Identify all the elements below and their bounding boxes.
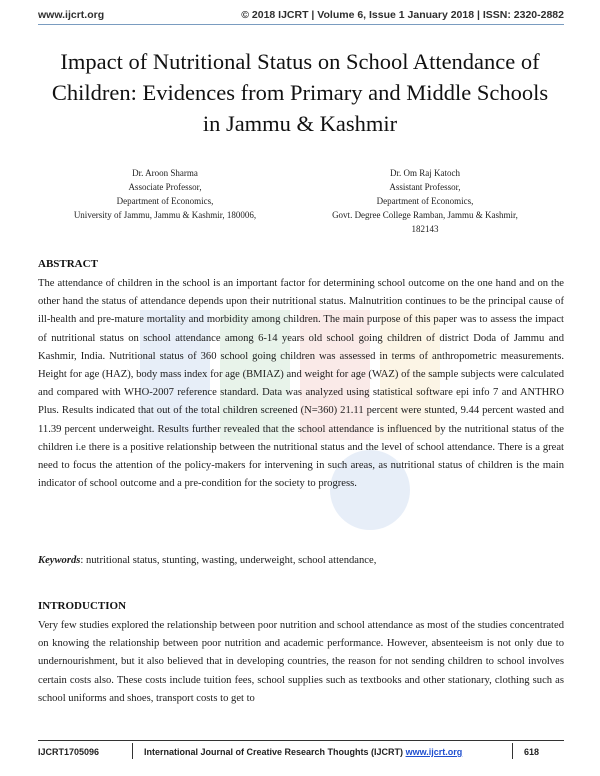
author-block-1 [40,166,290,222]
page-number: 618 [524,747,540,757]
journal-link[interactable]: www.ijcrt.org [405,747,463,757]
author-affiliation: Govt. Degree College Ramban, Jammu & Kashmir, [332,210,518,220]
introduction-heading: INTRODUCTION [38,600,127,612]
introduction-text: Very few studies explored the relationship between poor nutrition and school attendance as most of the studies concentrated on knowing the relationship between poor nutrition and academic performance. However, absenteeism is not only due to undernourishment, but it also believed that in developing countries, the reason for not sending children to school involves certain costs also. These costs include tuition fees, school supplies such as textbooks and other stationary, clothing such as school uniforms and shoes, transport costs to get to [38,620,564,704]
abstract-heading: ABSTRACT [38,258,98,270]
footer-journal [144,747,462,757]
page-header [0,0,600,30]
author-position: Assistant Professor, [389,182,461,192]
keywords-list: : nutritional status, stunting, wasting, underweight, school attendance, [80,555,377,566]
author-affiliation: University of Jammu, Jammu & Kashmir, 180006, [73,210,257,220]
author-name: Dr. Aroon Sharma [132,168,198,178]
journal-name: International Journal of Creative Research Thoughts (IJCRT) [144,747,404,757]
issue-info: © 2018 IJCRT | Volume 6, Issue 1 January 2018 | ISSN: 2320-2882 [241,9,564,21]
keywords-line [38,555,376,566]
author-block-2 [300,166,550,236]
footer-separator [512,743,513,759]
author-department: Department of Economics, [376,196,474,206]
title-line: Children: Evidences from Primary and Middle Schools [51,80,549,105]
author-name: Dr. Om Raj Katoch [390,168,460,178]
author-department: Department of Economics, [116,196,214,206]
title-line: Impact of Nutritional Status on School Attendance of [60,49,540,74]
author-position: Associate Professor, [128,182,202,192]
paper-id: IJCRT1705096 [38,747,100,757]
footer-separator [132,743,133,759]
paper-title [30,46,570,139]
keywords-label: Keywords [38,555,81,566]
site-url[interactable]: www.ijcrt.org [38,9,105,21]
abstract-text: The attendance of children in the school is an important factor for determining school outcome on the one hand and on the other hand the status of attendance depends upon their nutritional status. Malnutrition continues to be the principal cause of ill-health and pre-mature mortality and morbidity among children. The main purpose of this paper was to assess the impact of nutritional status on school attendance among 6-14 years old school going children of district Doda of Jammu and Kashmir, India. Nutritional status of 360 school going children was assessed in terms of anthropometric measurements. Height for age (HAZ), body mass index for age (BMIAZ) and weight for age (WAZ) of the sample subjects were calculated and compared with WHO-2007 reference standard. Data was analyzed using statistical software epi info 7 and ANTHRO Plus. Results indicated that out of the total children screened (N=360) 21.11 percent were stunted, 9.44 percent wasted and 11.39 percent underweight. Results further revealed that the school attendance is influenced by the nutritional status of the children i.e there is a positive relationship between the nutritional status and the level of school attendance. There is a great need to focus the attention of the policy-makers for intervening in such areas, as nutritional status of children is the main indicator of school outcome and a pre-condition for the society to progress. [38,278,564,490]
title-line: in Jammu & Kashmir [202,111,398,136]
page-footer [0,740,600,770]
header-divider [38,24,564,25]
footer-divider [38,740,564,741]
author-postcode: 182143 [411,224,439,234]
